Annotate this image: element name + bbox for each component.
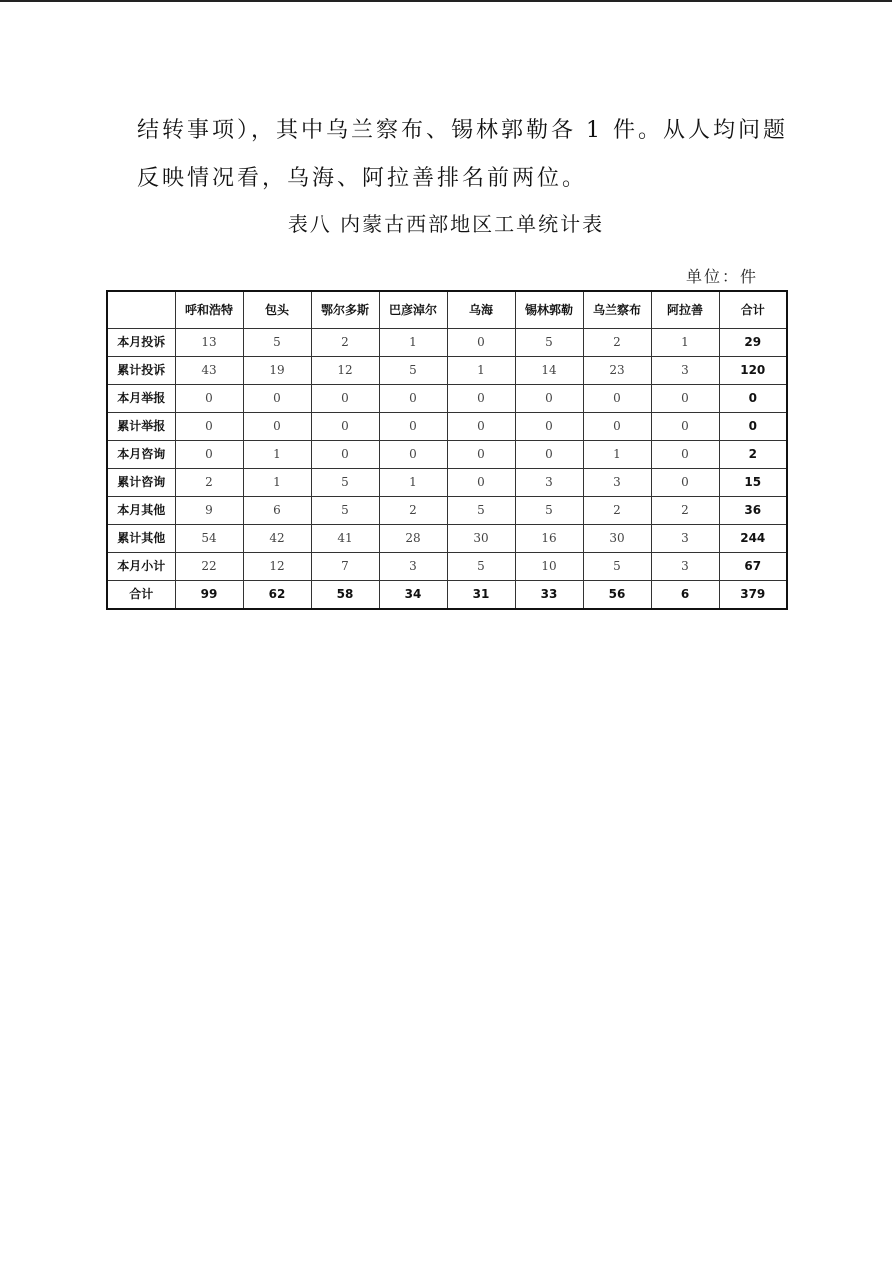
table-cell: 0	[447, 469, 515, 497]
row-label: 本月其他	[107, 497, 175, 525]
table-cell: 0	[515, 441, 583, 469]
table-cell: 0	[175, 413, 243, 441]
paragraph-line-2: 反映情况看，乌海、阿拉善排名前两位。	[137, 166, 588, 191]
row-total-cell: 36	[719, 497, 787, 525]
table-row	[107, 497, 787, 525]
table-cell: 5	[515, 497, 583, 525]
row-label: 本月投诉	[107, 329, 175, 357]
table-cell: 41	[311, 525, 379, 553]
table-row	[107, 525, 787, 553]
table-cell: 13	[175, 329, 243, 357]
table-corner-cell	[107, 291, 175, 329]
table-cell: 6	[243, 497, 311, 525]
column-header: 乌海	[447, 291, 515, 329]
table-cell: 56	[583, 581, 651, 610]
table-row	[107, 357, 787, 385]
table-cell: 5	[447, 553, 515, 581]
row-label: 累计其他	[107, 525, 175, 553]
column-header: 包头	[243, 291, 311, 329]
table-cell: 2	[583, 497, 651, 525]
table-cell: 5	[583, 553, 651, 581]
table-cell: 3	[651, 525, 719, 553]
column-header: 阿拉善	[651, 291, 719, 329]
table-row	[107, 553, 787, 581]
table-cell: 1	[243, 469, 311, 497]
table-row	[107, 329, 787, 357]
table-cell: 3	[515, 469, 583, 497]
table-cell: 30	[583, 525, 651, 553]
table-row	[107, 385, 787, 413]
table-cell: 31	[447, 581, 515, 610]
column-header: 呼和浩特	[175, 291, 243, 329]
table-cell: 0	[515, 413, 583, 441]
table-cell: 0	[651, 413, 719, 441]
column-header: 鄂尔多斯	[311, 291, 379, 329]
table-cell: 3	[379, 553, 447, 581]
row-total-cell: 244	[719, 525, 787, 553]
row-label: 累计投诉	[107, 357, 175, 385]
row-label: 累计举报	[107, 413, 175, 441]
table-cell: 12	[311, 357, 379, 385]
table-cell: 2	[379, 497, 447, 525]
table-header-row	[107, 291, 787, 329]
table-cell: 0	[311, 441, 379, 469]
table-cell: 0	[243, 385, 311, 413]
table-cell: 16	[515, 525, 583, 553]
table-cell: 33	[515, 581, 583, 610]
table-cell: 42	[243, 525, 311, 553]
row-total-cell: 67	[719, 553, 787, 581]
table-cell: 58	[311, 581, 379, 610]
column-header: 乌兰察布	[583, 291, 651, 329]
table-cell: 6	[651, 581, 719, 610]
table-cell: 0	[651, 469, 719, 497]
table-cell: 7	[311, 553, 379, 581]
table-cell: 19	[243, 357, 311, 385]
table-cell: 1	[447, 357, 515, 385]
table-cell: 54	[175, 525, 243, 553]
table-cell: 22	[175, 553, 243, 581]
table-cell: 5	[379, 357, 447, 385]
table-row	[107, 441, 787, 469]
table-cell: 2	[175, 469, 243, 497]
unit-label: 单位：件	[685, 267, 758, 286]
table-cell: 0	[583, 385, 651, 413]
table-row	[107, 581, 787, 610]
table-cell: 0	[379, 413, 447, 441]
row-total-cell: 29	[719, 329, 787, 357]
table-cell: 0	[515, 385, 583, 413]
table-cell: 5	[515, 329, 583, 357]
table-cell: 1	[243, 441, 311, 469]
table-cell: 99	[175, 581, 243, 610]
table-cell: 62	[243, 581, 311, 610]
row-total-cell: 0	[719, 385, 787, 413]
table-cell: 0	[447, 441, 515, 469]
table-body	[107, 329, 787, 610]
table-cell: 0	[311, 413, 379, 441]
column-header: 巴彦淖尔	[379, 291, 447, 329]
table-cell: 3	[651, 357, 719, 385]
table-cell: 14	[515, 357, 583, 385]
table-cell: 2	[583, 329, 651, 357]
table-cell: 12	[243, 553, 311, 581]
table-cell: 3	[583, 469, 651, 497]
table-cell: 0	[379, 385, 447, 413]
row-total-cell: 120	[719, 357, 787, 385]
table-cell: 1	[583, 441, 651, 469]
table-cell: 23	[583, 357, 651, 385]
table-cell: 1	[379, 329, 447, 357]
table-cell: 1	[379, 469, 447, 497]
table-caption: 表八 内蒙古西部地区工单统计表	[287, 212, 605, 236]
table-cell: 0	[447, 413, 515, 441]
column-header: 合计	[719, 291, 787, 329]
table-cell: 0	[175, 385, 243, 413]
row-total-cell: 2	[719, 441, 787, 469]
table-row	[107, 413, 787, 441]
table-cell: 3	[651, 553, 719, 581]
table-cell: 0	[651, 441, 719, 469]
table-cell: 5	[447, 497, 515, 525]
page-top-border	[0, 0, 892, 2]
row-label: 本月咨询	[107, 441, 175, 469]
row-label: 本月举报	[107, 385, 175, 413]
column-header: 锡林郭勒	[515, 291, 583, 329]
table-cell: 10	[515, 553, 583, 581]
table-cell: 43	[175, 357, 243, 385]
table-cell: 0	[583, 413, 651, 441]
row-label: 累计咨询	[107, 469, 175, 497]
table-cell: 30	[447, 525, 515, 553]
row-total-cell: 0	[719, 413, 787, 441]
table-cell: 0	[447, 385, 515, 413]
statistics-table	[106, 290, 788, 610]
table-cell: 0	[175, 441, 243, 469]
table-cell: 5	[311, 497, 379, 525]
table-cell: 34	[379, 581, 447, 610]
table-cell: 0	[651, 385, 719, 413]
table-cell: 1	[651, 329, 719, 357]
table-cell: 5	[243, 329, 311, 357]
paragraph-line-1: 结转事项），其中乌兰察布、锡林郭勒各 1 件。从人均问题	[137, 118, 788, 143]
row-label: 合计	[107, 581, 175, 610]
row-label: 本月小计	[107, 553, 175, 581]
table-cell: 0	[447, 329, 515, 357]
table-cell: 28	[379, 525, 447, 553]
table-cell: 5	[311, 469, 379, 497]
table-row	[107, 469, 787, 497]
table-cell: 0	[311, 385, 379, 413]
table-cell: 0	[243, 413, 311, 441]
row-total-cell: 379	[719, 581, 787, 610]
table-cell: 9	[175, 497, 243, 525]
row-total-cell: 15	[719, 469, 787, 497]
table-cell: 2	[311, 329, 379, 357]
table-cell: 2	[651, 497, 719, 525]
table-cell: 0	[379, 441, 447, 469]
